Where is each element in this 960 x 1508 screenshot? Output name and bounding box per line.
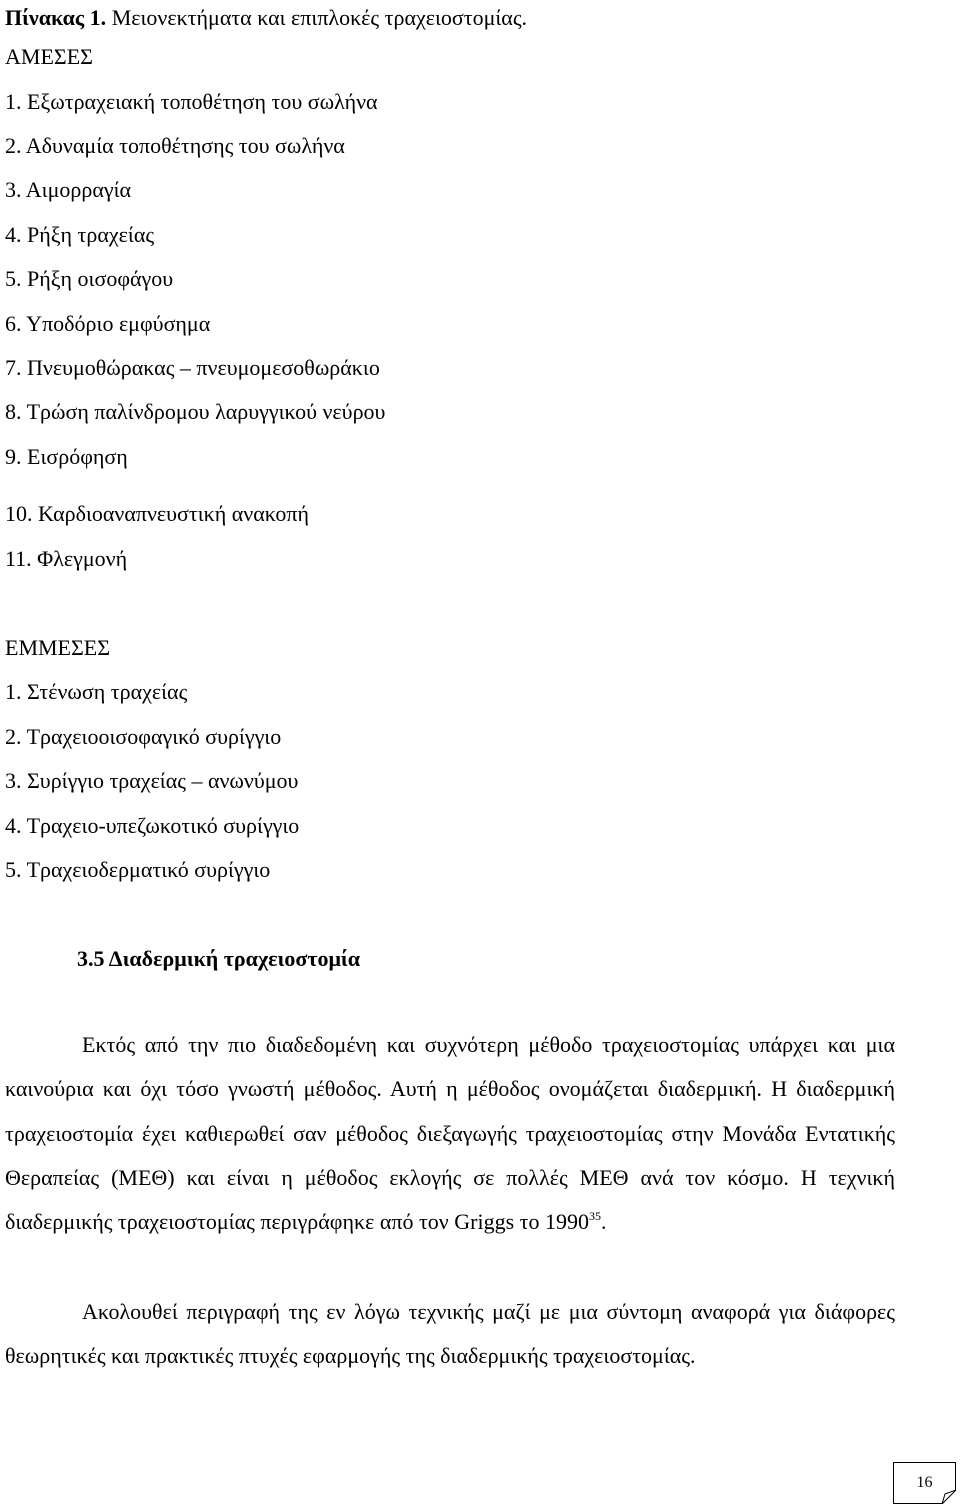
direct-item: 10. Καρδιοαναπνευστική ανακοπή: [5, 501, 309, 526]
page-fold-icon: [942, 1490, 956, 1504]
direct-heading: ΑΜΕΣΕΣ: [5, 44, 93, 69]
direct-item: 5. Ρήξη οισοφάγου: [5, 266, 174, 291]
indirect-item: 1. Στένωση τραχείας: [5, 679, 188, 704]
indirect-item: 5. Τραχειοδερματικό συρίγγιο: [5, 857, 271, 882]
direct-item: 4. Ρήξη τραχείας: [5, 222, 155, 247]
table-caption: [5, 4, 527, 32]
direct-item: 3. Αιμορραγία: [5, 177, 132, 202]
indirect-item: 4. Τραχειο-υπεζωκοτικό συρίγγιο: [5, 813, 300, 838]
direct-item: 7. Πνευμοθώρακας – πνευμομεσοθωράκιο: [5, 355, 380, 380]
indirect-item: 2. Τραχειοοισοφαγικό συρίγγιο: [5, 724, 282, 749]
paragraph-1: [5, 1023, 895, 1244]
direct-item: 11. Φλεγμονή: [5, 546, 128, 571]
reference-number: 35: [588, 1209, 601, 1224]
paragraph-1-text: Εκτός από την πιο διαδεδομένη και συχνότερη μέθοδο τραχειοστομίας υπάρχει και μια καινούρια και όχι τόσο γνωστή μέθοδος. Αυτή η μέθοδος ονομάζεται διαδερμική. Η διαδερμική τραχειοστομία έχει καθιερωθεί σαν μέθοδος διεξαγωγής τραχειοστομίας στην Μονάδα Εντατικής Θεραπείας (ΜΕΘ) και είναι η μέθοδος εκλογής σε πολλές ΜΕΘ ανά τον κόσμο. Η τεχνική διαδερμικής τραχειοστομίας περιγράφηκε από τον Griggs το 1990: [5, 1032, 895, 1235]
table-caption-label: Πίνακας 1.: [5, 5, 107, 30]
direct-item: 1. Εξωτραχειακή τοποθέτηση του σωλήνα: [5, 89, 378, 114]
indirect-item: 3. Συρίγγιο τραχείας – ανωνύμου: [5, 768, 299, 793]
direct-item: 6. Υποδόριο εμφύσημα: [5, 311, 211, 336]
paragraph-1-end: .: [600, 1209, 607, 1235]
paragraph-2: [5, 1290, 895, 1379]
page-number: 16: [916, 1474, 933, 1491]
paragraph-2-text: Ακολουθεί περιγραφή της εν λόγω τεχνικής μαζί με μια σύντομη αναφορά για διάφορες θεωρητικές και πρακτικές πτυχές εφαρμογής της διαδερμικής τραχειοστομίας.: [5, 1299, 895, 1369]
direct-item: 9. Εισρόφηση: [5, 444, 128, 469]
direct-item: 2. Αδυναμία τοποθέτησης του σωλήνα: [5, 133, 345, 158]
page-number-box: [893, 1462, 956, 1504]
table-caption-text: Μειονεκτήματα και επιπλοκές τραχειοστομίας.: [106, 5, 528, 30]
direct-item: 8. Τρώση παλίνδρομου λαρυγγικού νεύρου: [5, 399, 386, 424]
indirect-heading: ΕΜΜΕΣΕΣ: [5, 635, 111, 660]
section-heading: 3.5 Διαδερμική τραχειοστομία: [77, 946, 361, 971]
